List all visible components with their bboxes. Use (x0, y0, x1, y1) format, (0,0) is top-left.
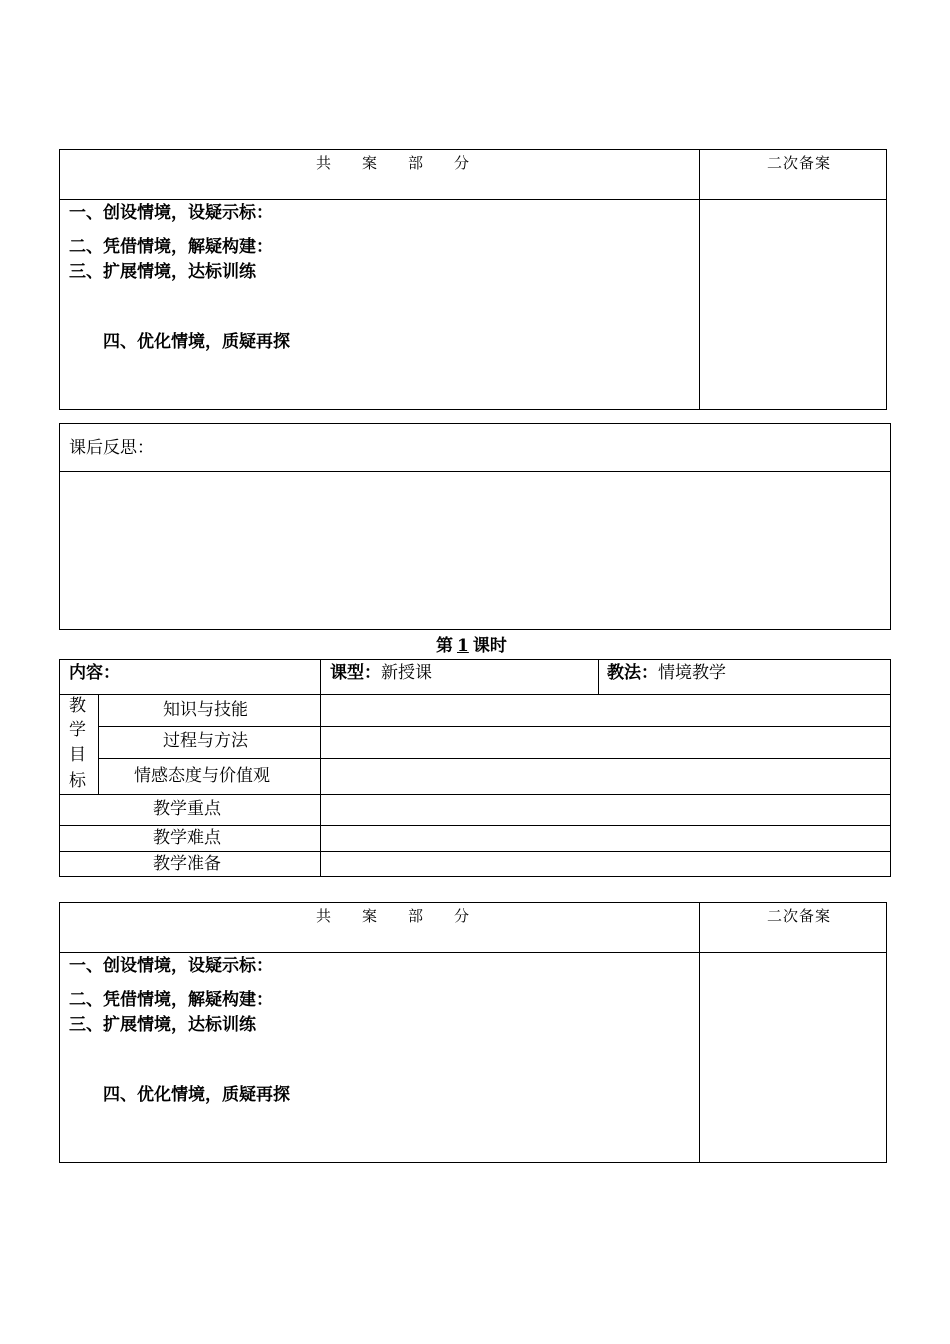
plan-table-1-header-left: 共 案 部 分 (316, 154, 478, 172)
teaching-method-value: 情境教学 (658, 663, 726, 683)
lesson-title (436, 638, 507, 655)
plan-table-2-step3: 三、扩展情境，达标训练 (69, 1015, 256, 1035)
lesson-title-number: 1 (457, 636, 469, 656)
lesson-type-label: 课型： (330, 663, 381, 683)
plan-table-1-step1: 一、创设情境，设疑示标： (69, 203, 273, 223)
plan-table-2-step4: 四、优化情境，质疑再探 (103, 1085, 290, 1105)
lesson-table-row-line-6 (59, 851, 891, 852)
lesson-table-row-line-1 (59, 694, 891, 695)
goal-knowledge: 知识与技能 (163, 700, 248, 720)
plan-table-1-step4: 四、优化情境，质疑再探 (103, 332, 290, 352)
lesson-table-row-line-2 (98, 726, 891, 727)
plan-table-1-step2: 二、凭借情境，解疑构建： (69, 237, 273, 257)
goals-label-char-3: 目 (69, 745, 86, 765)
lesson-type (330, 665, 432, 682)
plan-table-1-step3: 三、扩展情境，达标训练 (69, 262, 256, 282)
plan-table-2-header-left: 共 案 部 分 (316, 907, 478, 925)
lesson-table-row-line-4 (59, 794, 891, 795)
teaching-method-label: 教法： (607, 663, 658, 683)
plan-table-2-header-right: 二次备案 (767, 907, 832, 925)
plan-table-2-step2: 二、凭借情境，解疑构建： (69, 990, 273, 1010)
plan-table-1-header-right: 二次备案 (767, 154, 832, 172)
goals-label-char-1: 教 (69, 696, 86, 716)
lesson-title-prefix: 第 (436, 636, 453, 656)
lesson-table-col-line-method (598, 659, 599, 694)
difficulty-label: 教学难点 (153, 828, 221, 848)
lesson-table-row-line-3 (98, 758, 891, 759)
lesson-table-row-line-5 (59, 825, 891, 826)
teaching-method (607, 665, 726, 682)
lesson-title-suffix: 课时 (472, 636, 507, 656)
reflection-divider (59, 471, 891, 472)
goals-label-char-4: 标 (69, 771, 86, 791)
key-point-label: 教学重点 (153, 799, 221, 819)
plan-table-2-hdivider (59, 952, 887, 953)
lesson-type-value: 新授课 (381, 663, 432, 683)
goals-label-char-2: 学 (69, 720, 86, 740)
content-label: 内容： (69, 663, 120, 683)
reflection-label: 课后反思： (69, 438, 154, 458)
plan-table-2-step1: 一、创设情境，设疑示标： (69, 956, 273, 976)
goal-emotion: 情感态度与价值观 (134, 766, 270, 786)
goal-process: 过程与方法 (163, 731, 248, 751)
reflection-box (59, 423, 891, 630)
plan-table-1-vdivider (699, 149, 700, 410)
preparation-label: 教学准备 (153, 854, 221, 874)
lesson-table-col-line-goals (98, 694, 99, 794)
plan-table-2-vdivider (699, 902, 700, 1163)
lesson-table-col-line-main (320, 659, 321, 877)
plan-table-1-hdivider (59, 199, 887, 200)
